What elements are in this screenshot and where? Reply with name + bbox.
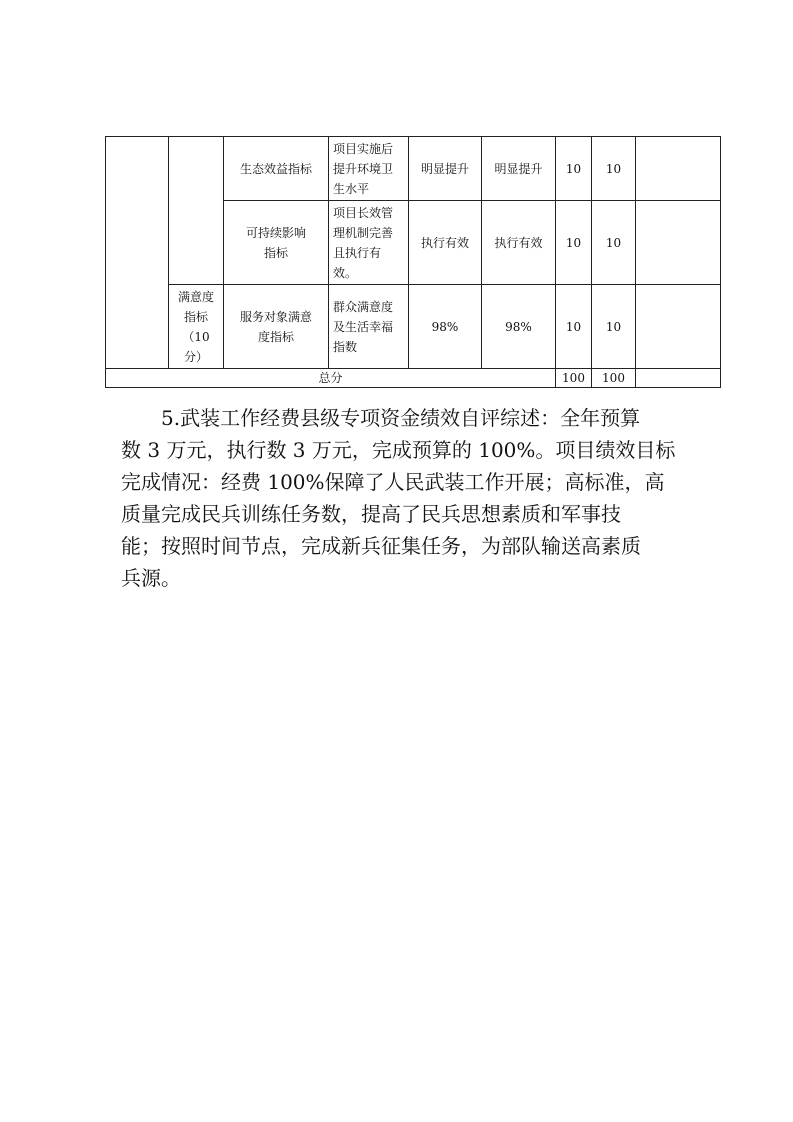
target-cell: 执行有效 — [409, 201, 482, 285]
total-weight-cell: 100 — [556, 369, 592, 388]
paragraph-line: 能；按照时间节点，完成新兵征集任务，为部队输送高素质 — [121, 534, 641, 558]
content-cell: 项目长效管 理机制完善 且执行有 效。 — [329, 201, 409, 285]
remark-cell — [636, 201, 721, 285]
content-cell: 群众满意度 及生活幸福 指数 — [329, 285, 409, 369]
weight-cell: 10 — [556, 137, 592, 201]
table-row — [106, 137, 721, 201]
target-cell: 明显提升 — [409, 137, 482, 201]
total-score-cell: 100 — [592, 369, 636, 388]
paragraph-line: 完成情况：经费 100%保障了人民武装工作开展；高标准，高 — [121, 470, 665, 494]
remark-cell — [636, 137, 721, 201]
score-cell: 10 — [592, 201, 636, 285]
performance-table-container — [105, 136, 721, 388]
paragraph-line: 5.武装工作经费县级专项资金绩效自评综述：全年预算 — [161, 406, 641, 430]
content-cell: 项目实施后 提升环境卫 生水平 — [329, 137, 409, 201]
weight-cell: 10 — [556, 201, 592, 285]
remark-cell — [636, 285, 721, 369]
paragraph-line: 质量完成民兵训练任务数，提高了民兵思想素质和军事技 — [121, 502, 621, 526]
performance-table — [105, 136, 721, 388]
total-label-cell: 总分 — [106, 369, 556, 388]
score-cell: 10 — [592, 285, 636, 369]
indicator-cell: 生态效益指标 — [224, 137, 329, 201]
indicator-cell: 可持续影响 指标 — [224, 201, 329, 285]
indicator-cell: 服务对象满意 度指标 — [224, 285, 329, 369]
paragraph-line: 兵源。 — [121, 566, 181, 590]
satisfaction-category-cell: 满意度 指标 （10 分） — [169, 285, 224, 369]
actual-cell: 执行有效 — [482, 201, 556, 285]
total-remark-cell — [636, 369, 721, 388]
actual-cell: 明显提升 — [482, 137, 556, 201]
paragraph-line: 数 3 万元，执行数 3 万元，完成预算的 100%。项目绩效目标 — [121, 438, 676, 462]
primary-category-cell — [106, 137, 169, 369]
weight-cell: 10 — [556, 285, 592, 369]
total-row — [106, 369, 721, 388]
actual-cell: 98% — [482, 285, 556, 369]
summary-paragraph — [121, 402, 693, 594]
target-cell: 98% — [409, 285, 482, 369]
table-row — [106, 285, 721, 369]
secondary-category-cell — [169, 137, 224, 285]
score-cell: 10 — [592, 137, 636, 201]
